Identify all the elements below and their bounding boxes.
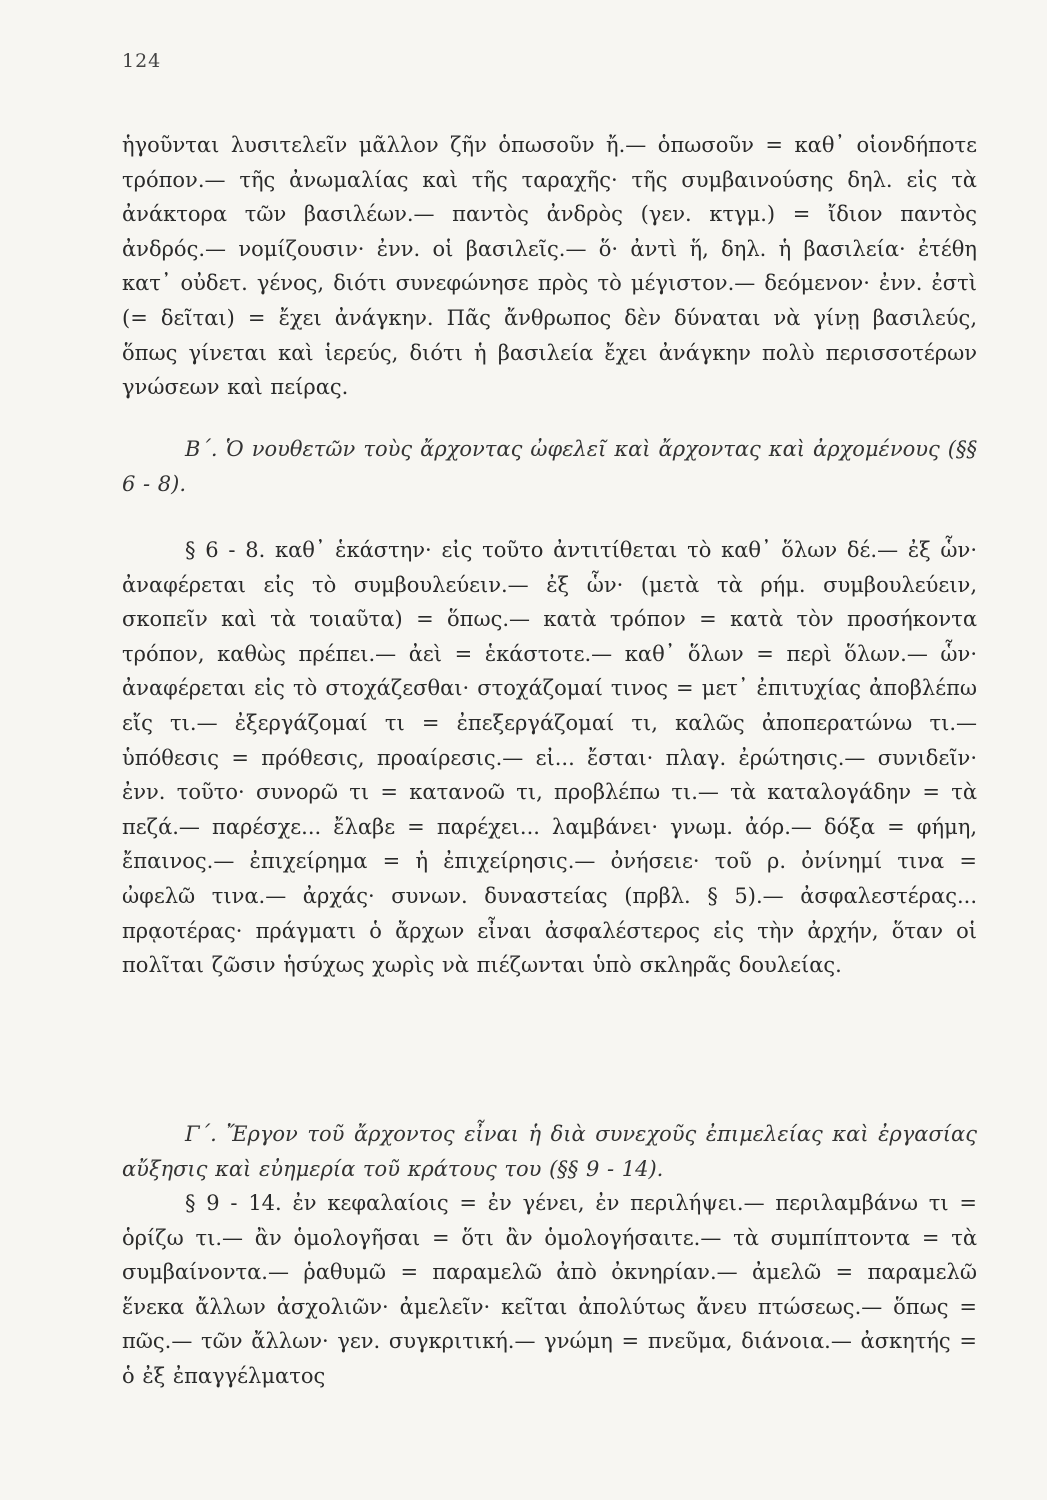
- section-heading-g-text: Γ΄. Ἔργον τοῦ ἄρχοντος εἶναι ἡ διὰ συνεχοῦς ἐπιμελείας καὶ ἐργασίας αὔξησις καὶ εὐημερία τοῦ κράτους του (§§ 9 - 14).: [122, 1122, 977, 1181]
- page-number: 124: [122, 50, 162, 72]
- paragraph-1-text: ἡγοῦνται λυσιτελεῖν μᾶλλον ζῆν ὁπωσοῦν ἤ.— ὁπωσοῦν = καθ᾽ οἱονδήποτε τρόπον.— τῆς ἀνωμαλίας καὶ τῆς ταραχῆς· τῆς συμβαινούσης δηλ. εἰς τὰ ἀνάκτορα τῶν βασιλέων.— παντὸς ἀνδρὸς (γεν. κτγμ.) = ἴδιον παντὸς ἀνδρός.— νομίζουσιν· ἐνν. οἱ βασιλεῖς.— ὅ· ἀντὶ ἥ, δηλ. ἡ βασιλεία· ἐτέθη κατ᾽ οὐδετ. γένος, διότι συνεφώνησε πρὸς τὸ μέγιστον.— δεόμενον· ἐνν. ἐστὶ (= δεῖται) = ἔχει ἀνάγκην. Πᾶς ἄνθρωπος δὲν δύναται νὰ γίνῃ βασιλεύς, ὅπως γίνεται καὶ ἱερεύς, διότι ἡ βασιλεία ἔχει ἀνάγκην πολὺ περισσοτέρων γνώσεων καὶ πείρας.: [122, 133, 977, 400]
- section-heading-b: [122, 432, 977, 501]
- commentary-paragraph-1: [122, 128, 977, 405]
- paragraph-2-text: § 6 - 8. καθ᾽ ἑκάστην· εἰς τοῦτο ἀντιτίθεται τὸ καθ᾽ ὅλων δέ.— ἐξ ὧν· ἀναφέρεται εἰς τὸ συμβουλεύειν.— ἐξ ὧν· (μετὰ τὰ ρήμ. συμβουλεύειν, σκοπεῖν καὶ τὰ τοιαῦτα) = ὅπως.— κατὰ τρόπον = κατὰ τὸν προσήκοντα τρόπον, καθὼς πρέπει.— ἀεὶ = ἑκάστοτε.— καθ᾽ ὅλων = περὶ ὅλων.— ὧν· ἀναφέρεται εἰς τὸ στοχάζεσθαι· στοχάζομαί τινος = μετ᾽ ἐπιτυχίας ἀποβλέπω εἴς τι.— ἐξεργάζομαί τι = ἐπεξεργάζομαί τι, καλῶς ἀποπερατώνω τι.— ὑπόθεσις = πρόθεσις, προαίρεσις.— εἰ... ἔσται· πλαγ. ἐρώτησις.— συνιδεῖν· ἐνν. τοῦτο· συνορῶ τι = κατανοῶ τι, προβλέπω τι.— τὰ καταλογάδην = τὰ πεζά.— παρέσχε... ἔλαβε = παρέχει... λαμβάνει· γνωμ. ἀόρ.— δόξα = φήμη, ἔπαινος.— ἐπιχείρημα = ἡ ἐπιχείρησις.— ὀνήσειε· τοῦ ρ. ὀνίνημί τινα = ὠφελῶ τινα.— ἀρχάς· συνων. δυναστείας (πρβλ. § 5).— ἀσφαλεστέρας... πρᾳοτέρας· πράγματι ὁ ἄρχων εἶναι ἀσφαλέστερος εἰς τὴν ἀρχήν, ὅταν οἱ πολῖται ζῶσιν ἡσύχως χωρὶς νὰ πιέζωνται ὑπὸ σκληρᾶς δουλείας.: [122, 538, 977, 978]
- section-heading-b-text: Β΄. Ὁ νουθετῶν τοὺς ἄρχοντας ὠφελεῖ καὶ ἄρχοντας καὶ ἀρχομένους (§§ 6 - 8).: [122, 437, 977, 496]
- section-heading-g: [122, 1117, 977, 1186]
- paragraph-3-text: § 9 - 14. ἐν κεφαλαίοις = ἐν γένει, ἐν περιλήψει.— περιλαμβάνω τι = ὁρίζω τι.— ἂν ὁμολογῆσαι = ὅτι ἂν ὁμολογήσαιτε.— τὰ συμπίπτοντα = τὰ συμβαίνοντα.— ῥαθυμῶ = παραμελῶ ἀπὸ ὀκνηρίαν.— ἀμελῶ = παραμελῶ ἕνεκα ἄλλων ἀσχολιῶν· ἀμελεῖν· κεῖται ἀπολύτως ἄνευ πτώσεως.— ὅπως = πῶς.— τῶν ἄλλων· γεν. συγκριτική.— γνώμη = πνεῦμα, διάνοια.— ἀσκητής = ὁ ἐξ ἐπαγγέλματος: [122, 1191, 977, 1388]
- commentary-paragraph-2: [122, 533, 977, 983]
- commentary-paragraph-3: [122, 1186, 977, 1394]
